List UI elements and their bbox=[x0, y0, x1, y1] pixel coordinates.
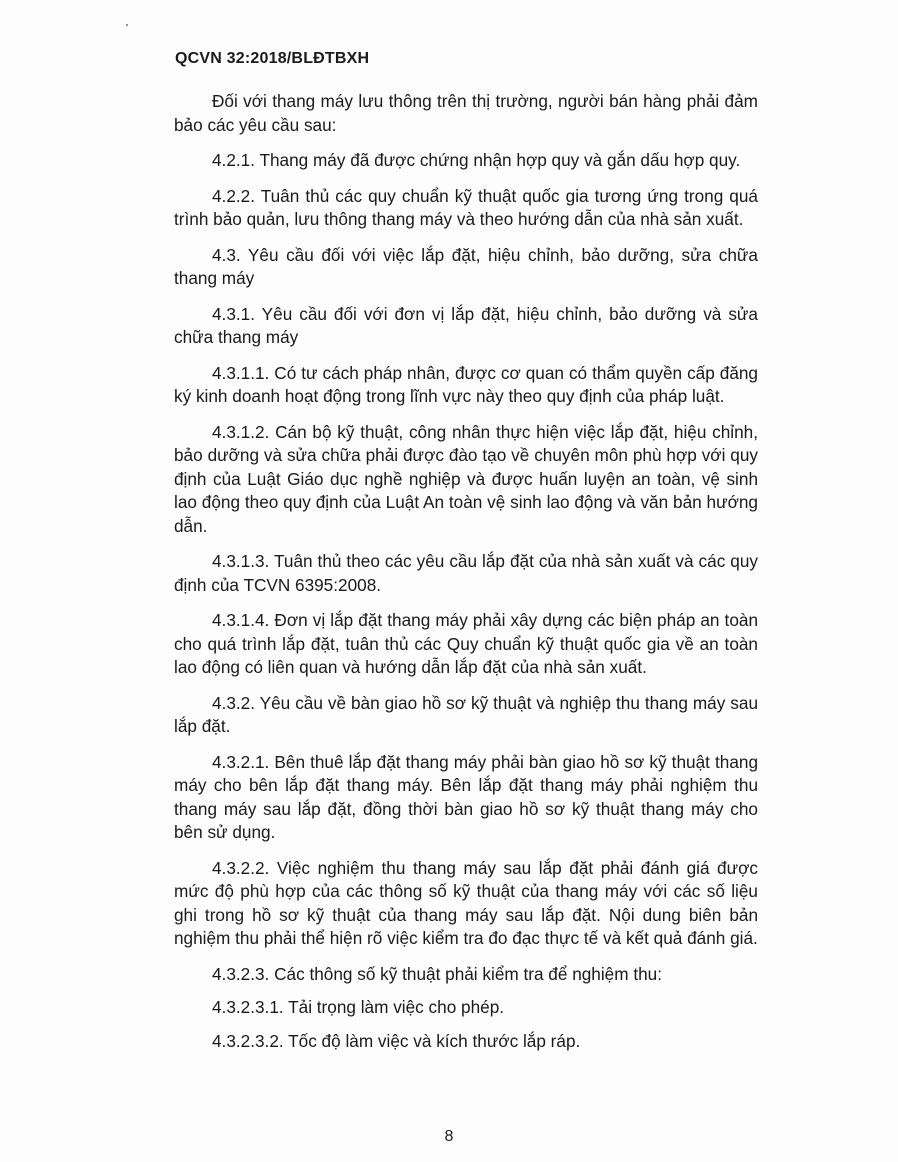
paragraph-intro: Đối với thang máy lưu thông trên thị trường, người bán hàng phải đảm bảo các yêu cầu sau: bbox=[174, 91, 758, 135]
paragraph-4-3-1-4: 4.3.1.4. Đơn vị lắp đặt thang máy phải xây dựng các biện pháp an toàn cho quá trình lắp đặt, tuân thủ các Quy chuẩn kỹ thuật quốc gia về an toàn lao động có liên quan và hướng dẫn lắp đặt của nhà sản xuất. bbox=[174, 610, 758, 677]
heading-4-3-2: 4.3.2. Yêu cầu về bàn giao hồ sơ kỹ thuật và nghiệp thu thang máy sau lắp đặt. bbox=[174, 692, 758, 736]
paragraph-4-3-1-1: 4.3.1.1. Có tư cách pháp nhân, được cơ quan có thẩm quyền cấp đăng ký kinh doanh hoạt động trong lĩnh vực này theo quy định của pháp luật. bbox=[174, 362, 758, 406]
paragraph-4-2-1: 4.2.1. Thang máy đã được chứng nhận hợp quy và gắn dấu hợp quy. bbox=[212, 150, 741, 170]
heading-4-3: 4.3. Yêu cầu đối với việc lắp đặt, hiệu chỉnh, bảo dưỡng, sửa chữa thang máy bbox=[174, 244, 758, 288]
paragraph-4-3-2-3-2: 4.3.2.3.2. Tốc độ làm việc và kích thước lắp ráp. bbox=[212, 1030, 581, 1051]
paragraph-4-3-1-2: 4.3.1.2. Cán bộ kỹ thuật, công nhân thực hiện việc lắp đặt, hiệu chỉnh, bảo dưỡng và sửa chữa phải được đào tạo về chuyên môn phù hợp với quy định của Luật Giáo dục nghề nghiệp và được huấn luyện an toàn, vệ sinh lao động theo quy định của Luật An toàn vệ sinh lao động và văn bản hướng dẫn. bbox=[174, 421, 758, 536]
paragraph-4-3-2-2: 4.3.2.2. Việc nghiệm thu thang máy sau lắp đặt phải đánh giá được mức độ phù hợp của các thông số kỹ thuật của thang máy với các số liệu ghi trong hồ sơ kỹ thuật của thang máy sau lắp đặt. Nội dung biên bản nghiệm thu phải thể hiện rõ việc kiểm tra đo đạc thực tế và kết quả đánh giá. bbox=[174, 857, 758, 948]
heading-4-3-1: 4.3.1. Yêu cầu đối với đơn vị lắp đặt, hiệu chỉnh, bảo dưỡng và sửa chữa thang máy bbox=[174, 303, 758, 347]
body-text bbox=[174, 90, 758, 1063]
paragraph-4-2-2: 4.2.2. Tuân thủ các quy chuẩn kỹ thuật quốc gia tương ứng trong quá trình bảo quản, lưu thông thang máy và theo hướng dẫn của nhà sản xuất. bbox=[174, 185, 758, 229]
scan-speck bbox=[126, 24, 128, 26]
paragraph-4-3-1-3: 4.3.1.3. Tuân thủ theo các yêu cầu lắp đặt của nhà sản xuất và các quy định của TCVN 6395:2008. bbox=[174, 551, 758, 595]
paragraph-4-3-2-3-1: 4.3.2.3.1. Tải trọng làm việc cho phép. bbox=[212, 997, 505, 1017]
paragraph-4-3-2-3: 4.3.2.3. Các thông số kỹ thuật phải kiểm tra để nghiệm thu: bbox=[212, 963, 663, 984]
document-code-header: QCVN 32:2018/BLĐTBXH bbox=[175, 50, 370, 67]
page-number: 8 bbox=[444, 1128, 454, 1145]
paragraph-4-3-2-1: 4.3.2.1. Bên thuê lắp đặt thang máy phải bàn giao hồ sơ kỹ thuật thang máy cho bên lắp đặt thang máy. Bên lắp đặt thang máy phải nghiệm thu thang máy sau lắp đặt, đồng thời bàn giao hồ sơ kỹ thuật thang máy cho bên sử dụng. bbox=[174, 751, 758, 842]
